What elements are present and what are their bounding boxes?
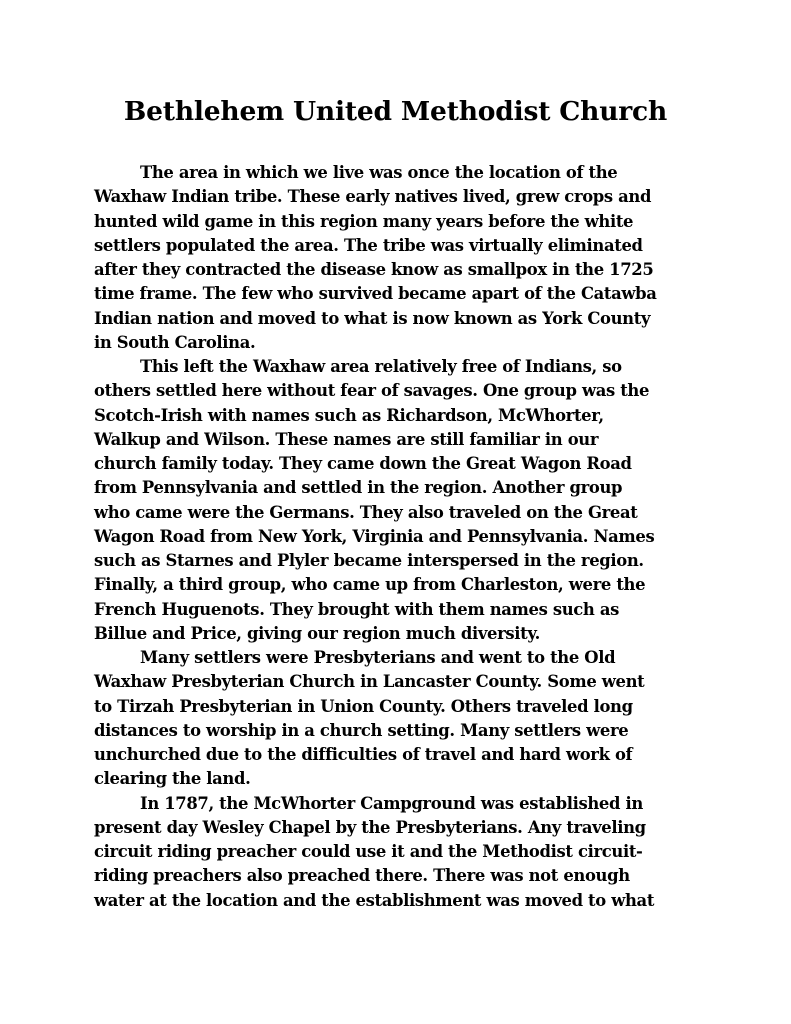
text-line: French Huguenots. They brought with them names such as xyxy=(94,599,620,619)
text-line: present day Wesley Chapel by the Presbyterians. Any traveling xyxy=(94,817,646,837)
paragraph-first-line: The area in which we live was once the location of the xyxy=(140,163,618,182)
paragraph-first-line: Many settlers were Presbyterians and went to the Old xyxy=(140,648,616,667)
text-line: clearing the land. xyxy=(94,769,251,789)
text-line: unchurched due to the difficulties of travel and hard work of xyxy=(94,745,633,764)
page-title: Bethlehem United Methodist Church xyxy=(123,96,668,127)
text-line: time frame. The few who survived became apart of the Catawba xyxy=(94,284,657,304)
text-line: Finally, a third group, who came up from Charleston, were the xyxy=(94,575,646,595)
paragraph-first-line: In 1787, the McWhorter Campground was established in xyxy=(140,793,643,813)
text-line: riding preachers also preached there. There was not enough xyxy=(94,866,630,886)
body-text xyxy=(94,161,704,913)
text-line: Wagon Road from New York, Virginia and Pennsylvania. Names xyxy=(94,526,655,546)
text-line: circuit riding preacher could use it and the Methodist circuit- xyxy=(94,842,643,861)
text-line: after they contracted the disease know as smallpox in the 1725 xyxy=(94,260,654,279)
text-line: others settled here without fear of savages. One group was the xyxy=(94,381,650,401)
text-line: to Tirzah Presbyterian in Union County. Others traveled long xyxy=(94,696,633,716)
text-line: settlers populated the area. The tribe was virtually eliminated xyxy=(94,235,643,255)
text-line: such as Starnes and Plyler became interspersed in the region. xyxy=(94,551,644,570)
text-line: from Pennsylvania and settled in the region. Another group xyxy=(94,478,623,498)
text-line: in South Carolina. xyxy=(94,332,256,352)
text-line: Scotch-Irish with names such as Richardson, McWhorter, xyxy=(94,405,604,425)
text-line: distances to worship in a church setting. Many settlers were xyxy=(94,720,629,740)
text-line: who came were the Germans. They also traveled on the Great xyxy=(94,502,638,522)
text-line: Walkup and Wilson. These names are still familiar in our xyxy=(94,429,599,449)
paragraph-first-line: This left the Waxhaw area relatively free of Indians, so xyxy=(140,357,622,376)
text-line: Waxhaw Presbyterian Church in Lancaster County. Some went xyxy=(94,672,645,692)
text-line: church family today. They came down the Great Wagon Road xyxy=(94,454,632,473)
text-line: water at the location and the establishment was moved to what xyxy=(94,890,655,910)
text-line: Indian nation and moved to what is now known as York County xyxy=(94,308,651,328)
text-line: hunted wild game in this region many years before the white xyxy=(94,211,634,231)
text-line: Waxhaw Indian tribe. These early natives lived, grew crops and xyxy=(94,187,652,207)
text-line: Billue and Price, giving our region much diversity. xyxy=(94,623,540,643)
